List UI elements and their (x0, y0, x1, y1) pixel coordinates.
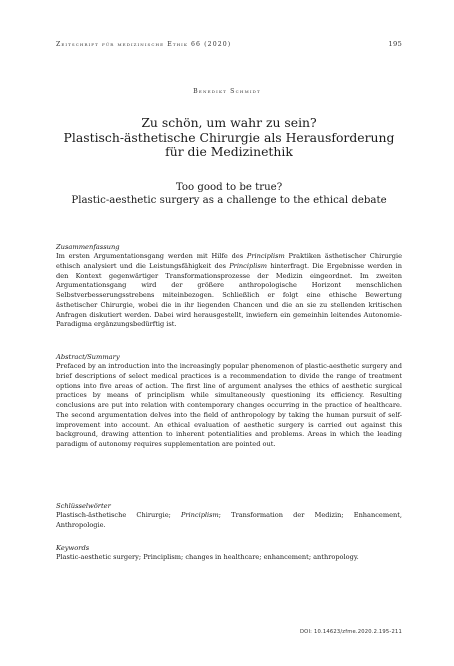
zusammenfassung-label: Zusammenfassung (56, 243, 120, 251)
keywords-label: Keywords (56, 544, 90, 552)
keywords-section (56, 544, 402, 563)
zusammenfassung-text-part: Praktiken ästhetischer Chirurgie ethisch analysiert und die Leistungsfähigkeit des (56, 252, 402, 270)
schluesselwoerter-label: Schlüsselwörter (56, 502, 111, 510)
running-head (56, 40, 402, 48)
title-english-line-2: Plastic-aesthetic surgery as a challenge to the ethical debate (71, 194, 387, 206)
author-name: Benedikt Schmidt (193, 88, 261, 95)
title-german-line-1: Zu schön, um wahr zu sein? (141, 115, 317, 130)
title-german-line-2: Plastisch-ästhetische Chirurgie als Herausforderung (63, 129, 395, 145)
principlism-term: Principlism (180, 511, 219, 519)
abstract-text: Prefaced by an introduction into the increasingly popular phenomenon of plastic-aesthetic surgery and brief descriptions of select medical practices is a recommendation to divide the range of treatment options into five areas of action. The first line of argument analyses the ethics of aesthetic surgical practices by means of principlism while simultaneously questioning its efficiency. Resulting conclusions are put into relation with contemporary changes occurring in the practice of healthcare. The second argumentation delves into the field of anthropology by taking the human pursuit of self-improvement into account. An ethical evaluation of aesthetic surgery is carried out against this background, drawing attention to inherent potentialities and problems. Areas in which the leading paradigm of autonomy requires supplementation are pointed out. (56, 362, 402, 448)
title-german (48, 116, 410, 160)
principlism-term: Principlism (229, 261, 268, 270)
zusammenfassung-text-part: hinterfragt. Die Ergebnisse werden in den Kontext gegenwärtiger Transformationsprozesse der Medizin eingeordnet. Im zweiten Argumentationsgang wird der größere anthropologische Horizont menschlichen Selbstverbesserungsstrebens miteinbezogen. Schließlich er folgt eine ethische Bewertung ästhetischer Chirurgie, wobei die in ihr liegenden Chancen und die an sie zu stellenden kritischen Anfragen diskutiert werden. Dabei wird herausgestellt, inwiefern ein gemeinhin leitendes Autonomie-Paradigma ergänzungsbedürftig ist. (56, 261, 402, 329)
zusammenfassung-section (56, 243, 402, 330)
zusammenfassung-text (56, 252, 402, 330)
keywords-text: Plastic-aesthetic surgery; Principlism; changes in healthcare; enhancement; anthropology. (56, 553, 359, 561)
title-english (48, 182, 410, 208)
principlism-term: Principlism (246, 252, 285, 260)
schluesselwoerter-text (56, 511, 402, 531)
abstract-label: Abstract/Summary (56, 353, 120, 361)
schluesselwoerter-text-part: Plastisch-ästhetische Chirurgie; (56, 511, 181, 519)
zusammenfassung-text-part: Im ersten Argumentationsgang werden mit Hilfe des (56, 252, 247, 260)
journal-title: Zeitschrift für medizinische Ethik 66 (2020) (56, 41, 232, 48)
doi-identifier: DOI: 10.14623/zfme.2020.2.195-211 (299, 629, 402, 635)
abstract-section (56, 353, 402, 450)
schluesselwoerter-section (56, 502, 402, 531)
page-number: 195 (388, 40, 402, 48)
schluesselwoerter-text-part: ; Transformation der Medizin; Enhancement, Anthropologie. (56, 511, 402, 529)
title-english-line-1: Too good to be true? (175, 182, 283, 193)
title-german-line-3: für die Medizinethik (165, 144, 293, 160)
